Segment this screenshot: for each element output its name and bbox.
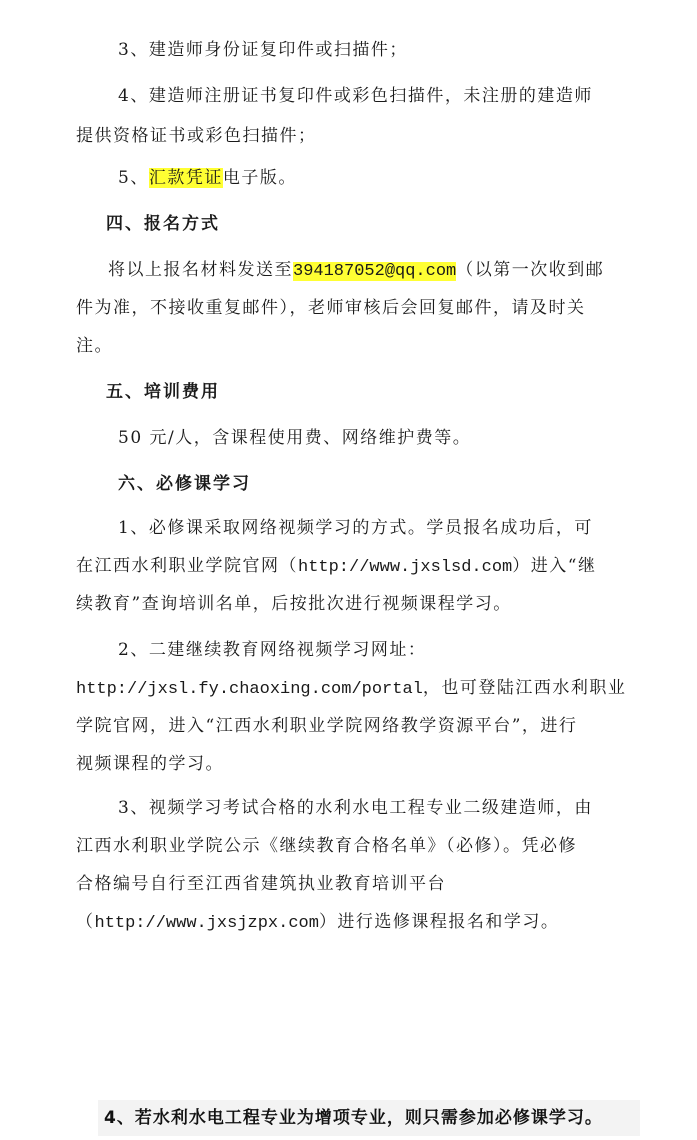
p3-line-1: 3、视频学习考试合格的水利水电工程专业二级建造师，由 — [118, 798, 593, 818]
section-6-heading: 六、必修课学习 — [118, 474, 251, 494]
p3-line-2: 江西水利职业学院公示《继续教育合格名单》（必修）。凭必修 — [76, 836, 577, 856]
p3-line-4-suffix: ）进行选修课程报名和学习。 — [318, 912, 560, 932]
p2-line-3: 学院官网，进入“江西水利职业学院网络教学资源平台”，进行 — [76, 716, 578, 736]
item-5-highlight: 汇款凭证 — [148, 168, 223, 188]
item-4-line-1: 4、建造师注册证书复印件或彩色扫描件，未注册的建造师 — [118, 86, 593, 106]
p3-line-4-open: （ — [76, 912, 95, 932]
item-5-suffix: 电子版。 — [222, 168, 297, 188]
item-5-prefix: 5、 — [118, 168, 149, 188]
p2-line-4: 视频课程的学习。 — [76, 754, 224, 774]
p2-line-2-suffix: ，也可登陆江西水利职业 — [422, 678, 627, 698]
jxsjzpx-link[interactable]: http://www.jxsjzpx.com — [94, 914, 319, 933]
p3-line-3: 合格编号自行至江西省建筑执业教育培训平台 — [76, 874, 446, 894]
p1-line-3: 续教育”查询培训名单，后按批次进行视频课程学习。 — [76, 594, 512, 614]
section-4-line-2: 件为准，不接收重复邮件），老师审核后会回复邮件，请及时关 — [76, 298, 586, 318]
item-4-line-2: 提供资格证书或彩色扫描件； — [76, 126, 317, 146]
chaoxing-link[interactable]: http://jxsl.fy.chaoxing.com/portal — [76, 680, 423, 699]
p2-line-2 — [76, 676, 626, 702]
p1-line-2 — [76, 554, 596, 580]
item-5 — [118, 166, 297, 190]
section-4-line-3: 注。 — [76, 336, 113, 356]
section-4-heading: 四、报名方式 — [106, 214, 220, 234]
item-3: 3、建造师身份证复印件或扫描件； — [118, 40, 408, 60]
jxslsd-link[interactable]: http://www.jxslsd.com — [298, 558, 513, 577]
p1-line-2-prefix: 在江西水利职业学院官网（ — [76, 556, 298, 576]
section-4-line-1-prefix: 将以上报名材料发送至 — [108, 260, 293, 280]
section-5-heading: 五、培训费用 — [106, 382, 220, 402]
email-link[interactable]: 394187052@qq.com — [293, 262, 457, 281]
fee-text: 50 元/人，含课程使用费、网络维护费等。 — [118, 428, 472, 448]
footer-note: 4、若水利水电工程专业为增项专业，则只需参加必修课学习。 — [104, 1108, 603, 1128]
section-4-line-1 — [108, 258, 604, 284]
section-4-line-1-suffix: （以第一次收到邮 — [456, 260, 605, 280]
p1-line-1: 1、必修课采取网络视频学习的方式。学员报名成功后，可 — [118, 518, 593, 538]
p3-line-4 — [76, 910, 559, 936]
p1-line-2-suffix: ）进入“继 — [512, 556, 597, 576]
p2-line-1: 2、二建继续教育网络视频学习网址： — [118, 640, 427, 660]
